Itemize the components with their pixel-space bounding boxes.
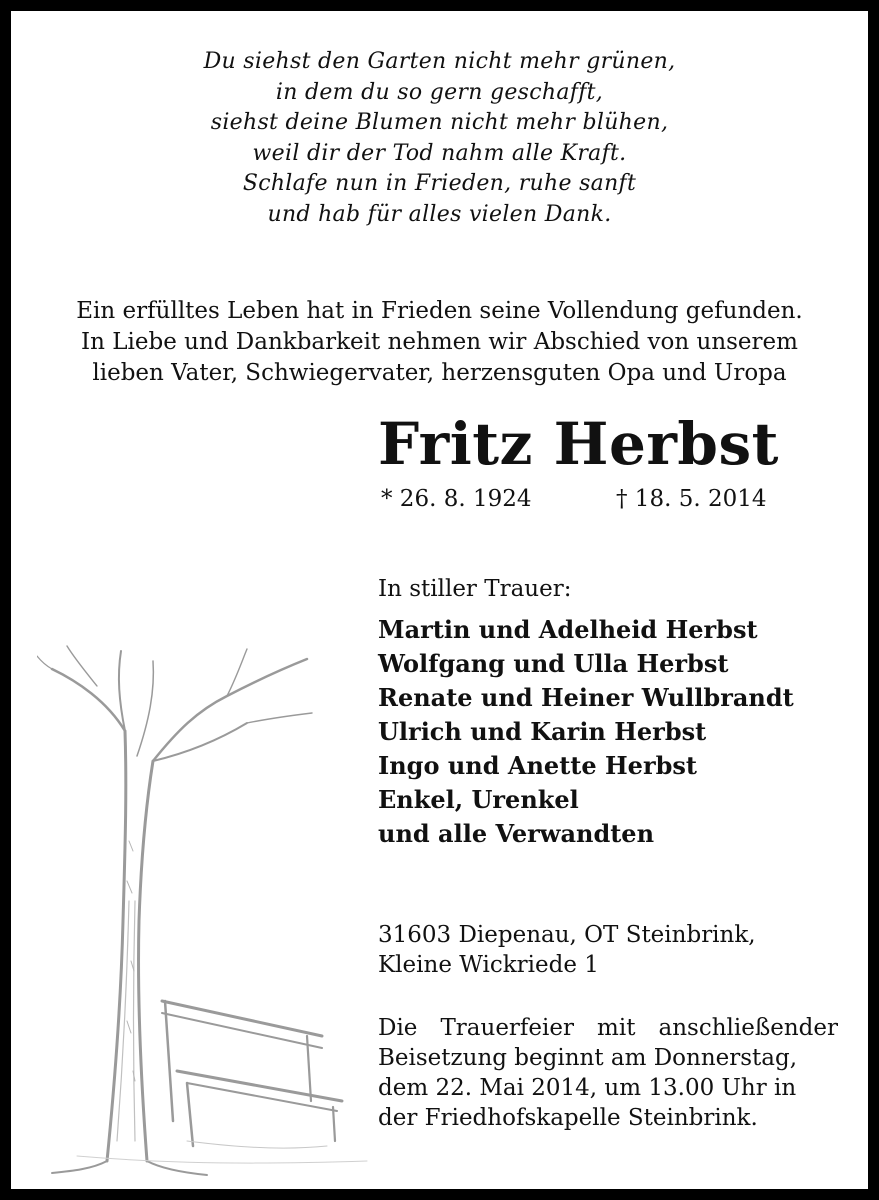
mourner-name: Ulrich und Karin Herbst [378,717,707,746]
family-address [378,920,756,980]
poem-line: siehst deine Blumen nicht mehr blühen, [210,110,669,135]
mourner-name: Renate und Heiner Wullbrandt [378,683,794,712]
mourner-name: und alle Verwandten [378,819,655,848]
tree-icon [37,646,312,1175]
funeral-info [378,1013,838,1133]
funeral-word: Die [378,1015,418,1041]
intro-line: lieben Vater, Schwiegervater, herzensguten Opa und Uropa [92,360,787,386]
funeral-line: Beisetzung beginnt am Donnerstag, [378,1045,798,1071]
memorial-poem [11,47,868,230]
poem-line: in dem du so gern geschafft, [275,79,604,105]
poem-line: weil dir der Tod nahm alle Kraft. [252,140,627,166]
funeral-line [378,1013,838,1043]
mourning-label: In stiller Trauer: [378,576,572,602]
tree-and-bench-drawing [37,641,377,1181]
funeral-word: Trauerfeier [440,1015,575,1041]
mourner-name: Martin und Adelheid Herbst [378,615,758,644]
intro-line: Ein erfülltes Leben hat in Frieden seine Vollendung gefunden. [76,298,803,324]
poem-line: und hab für alles vielen Dank. [267,201,612,227]
funeral-word: anschließender [658,1015,838,1041]
intro-text [11,296,868,389]
birth-date: * 26. 8. 1924 [381,486,532,512]
poem-line: Du siehst den Garten nicht mehr grünen, [203,49,676,74]
poem-line: Schlafe nun in Frieden, ruhe sanft [242,171,637,196]
funeral-line: dem 22. Mai 2014, um 13.00 Uhr in [378,1075,797,1101]
funeral-word: mit [597,1015,636,1041]
address-line: Kleine Wickriede 1 [378,952,599,978]
mourners-list [378,613,794,851]
deceased-name: Fritz Herbst [378,410,779,478]
mourner-name: Ingo und Anette Herbst [378,751,697,780]
mourner-name: Wolfgang und Ulla Herbst [378,649,729,678]
mourner-name: Enkel, Urenkel [378,785,579,814]
address-line: 31603 Diepenau, OT Steinbrink, [378,922,756,948]
funeral-line: der Friedhofskapelle Steinbrink. [378,1105,758,1131]
intro-line: In Liebe und Dankbarkeit nehmen wir Abschied von unserem [81,329,798,355]
death-date: † 18. 5. 2014 [616,486,767,512]
